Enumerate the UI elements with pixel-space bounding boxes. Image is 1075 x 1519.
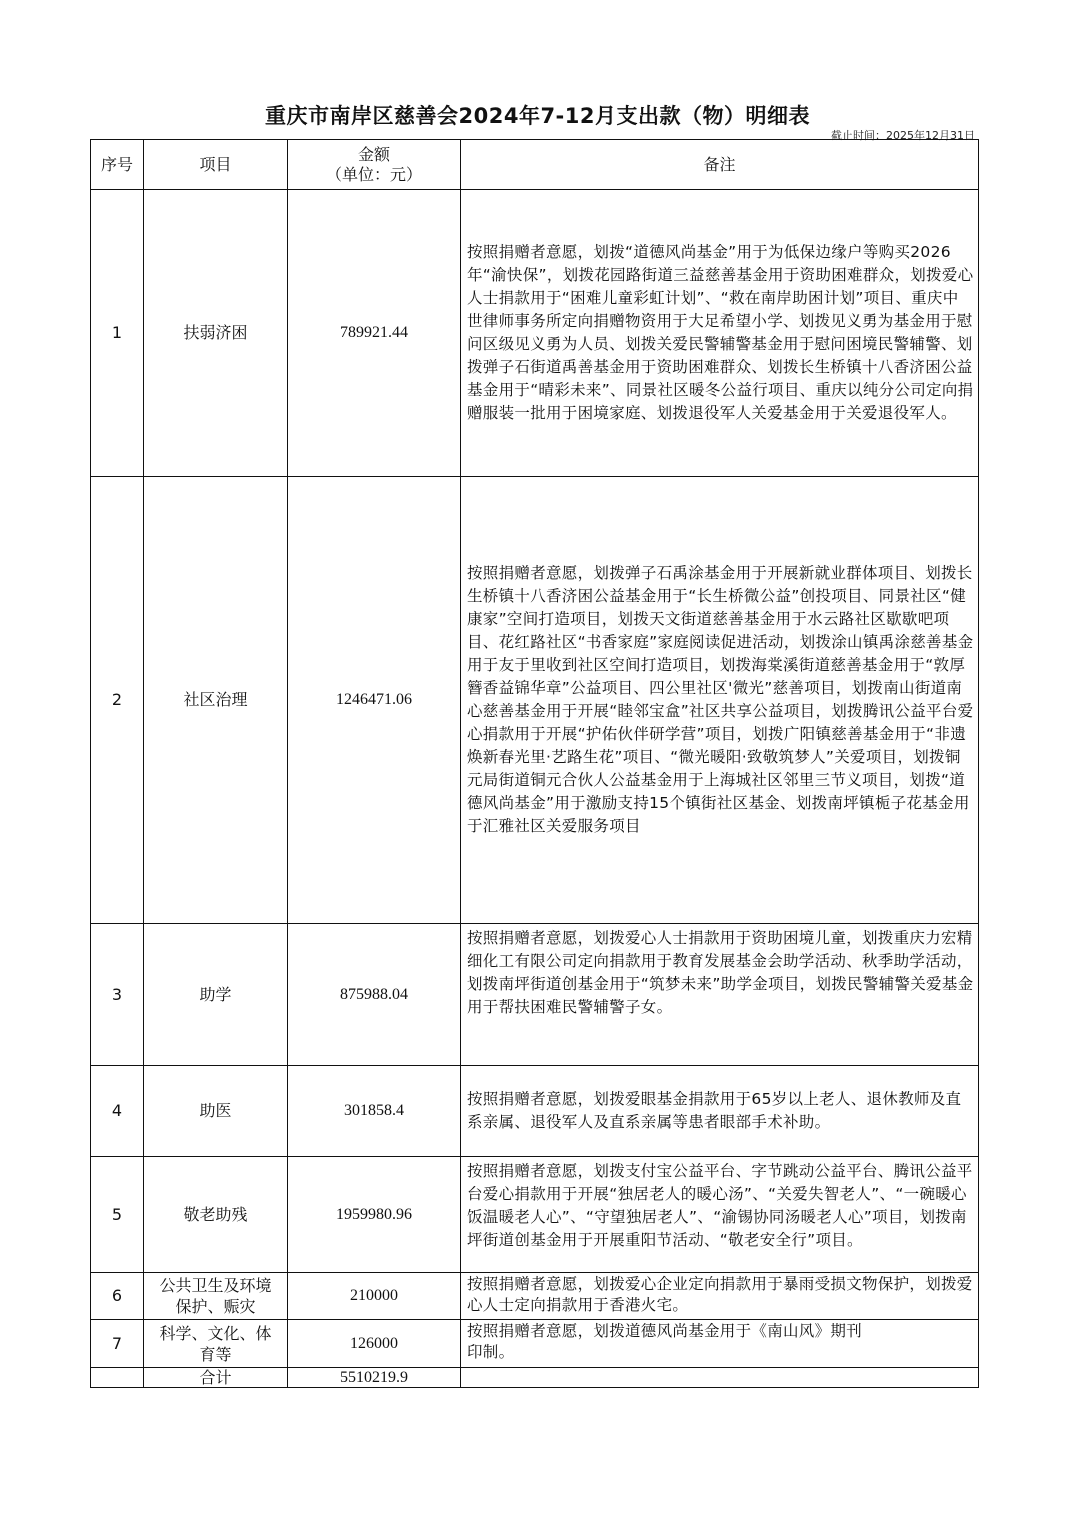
cell-amount: 210000: [288, 1273, 461, 1320]
table-header-row: [91, 140, 979, 190]
cell-item: 助学: [144, 924, 288, 1066]
cell-amount: 126000: [288, 1320, 461, 1368]
header-seq: 序号: [91, 140, 144, 190]
expenditure-table: [90, 139, 979, 1388]
cell-seq: 4: [91, 1066, 144, 1157]
table-row: [91, 477, 979, 924]
cell-note: 按照捐赠者意愿，划拨支付宝公益平台、字节跳动公益平台、腾讯公益平台爱心捐款用于开展“独居老人的暖心汤”、“关爱失智老人”、“一碗暖心饭温暖老人心”、“守望独居老人”、“渝锡协同汤暖老人心”项目，划拨南坪街道创基金用于开展重阳节活动、“敬老安全行”项目。: [461, 1157, 979, 1273]
cell-seq-empty: [91, 1368, 144, 1388]
cell-item: 科学、文化、体育等: [144, 1320, 288, 1368]
table-row: [91, 190, 979, 477]
cell-item: 社区治理: [144, 477, 288, 924]
header-amount: [288, 140, 461, 190]
cell-seq: 3: [91, 924, 144, 1066]
table-row: [91, 1273, 979, 1320]
cell-item: 公共卫生及环境保护、赈灾: [144, 1273, 288, 1320]
cell-item: 扶弱济困: [144, 190, 288, 477]
cell-note: 按照捐赠者意愿，划拨弹子石禹涂基金用于开展新就业群体项目、划拨长生桥镇十八香济困公益基金用于“长生桥微公益”创投项目、同景社区“健康家”空间打造项目，划拨天文街道慈善基金用于水云路社区歇歇吧项目、花红路社区“书香家庭”家庭阅读促进活动，划拨涂山镇禹涂慈善基金用于友于里收到社区空间打造项目，划拨海棠溪街道慈善基金用于“敦厚簪香益锦华章”公益项目、四公里社区'微光”慈善项目，划拨南山街道南心慈善基金用于开展“睦邻宝盒”社区共享公益项目，划拨腾讯公益平台爱心捐款用于开展“护佑伙伴研学营”项目，划拨广阳镇慈善基金用于“非遗焕新春光里·艺路生花”项目、“微光暖阳·致敬筑梦人”关爱项目，划拨铜元局街道铜元合伙人公益基金用于上海城社区邻里三节义项目，划拨“道德风尚基金”用于激励支持15个镇街社区基金、划拨南坪镇栀子花基金用于汇雅社区关爱服务项目: [461, 477, 979, 924]
table-row: [91, 1320, 979, 1368]
cell-note: 按照捐赠者意愿，划拨爱眼基金捐款用于65岁以上老人、退休教师及直系亲属、退役军人及直系亲属等患者眼部手术补助。: [461, 1066, 979, 1157]
total-label: 合计: [144, 1368, 288, 1388]
cell-note: 按照捐赠者意愿，划拨爱心企业定向捐款用于暴雨受损文物保护，划拨爱心人士定向捐款用于香港火宅。: [461, 1273, 979, 1320]
cell-seq: 6: [91, 1273, 144, 1320]
table-row: [91, 1157, 979, 1273]
cell-amount: 1246471.06: [288, 477, 461, 924]
cell-note: 按照捐赠者意愿，划拨道德风尚基金用于《南山风》期刊印制。: [461, 1320, 979, 1368]
cell-item: 敬老助残: [144, 1157, 288, 1273]
header-item: 项目: [144, 140, 288, 190]
total-row: [91, 1368, 979, 1388]
deadline-text: 截止时间：2025年12月31日: [831, 129, 975, 142]
cell-item: 助医: [144, 1066, 288, 1157]
cell-seq: 5: [91, 1157, 144, 1273]
table-row: [91, 924, 979, 1066]
table-row: [91, 1066, 979, 1157]
header-amount-line1: 金额: [357, 144, 390, 164]
header-amount-line2: （单位：元）: [325, 164, 422, 184]
total-amount: 5510219.9: [288, 1368, 461, 1388]
cell-amount: 875988.04: [288, 924, 461, 1066]
cell-amount: 789921.44: [288, 190, 461, 477]
cell-seq: 2: [91, 477, 144, 924]
cell-note: 按照捐赠者意愿，划拨“道德风尚基金”用于为低保边缘户等购买2026年“渝快保”，划拨花园路街道三益慈善基金用于资助困难群众，划拨爱心人士捐款用于“困难儿童彩虹计划”、“救在南岸助困计划”项目、重庆中世律师事务所定向捐赠物资用于大足希望小学、划拨见义勇为基金用于慰问区级见义勇为人员、划拨关爱民警辅警基金用于慰问困境民警辅警、划拨弹子石街道禹善基金用于资助困难群众、划拨长生桥镇十八香济困公益基金用于“晴彩未来”、同景社区暖冬公益行项目、重庆以纯分公司定向捐赠服装一批用于困境家庭、划拨退役军人关爱基金用于关爱退役军人。: [461, 190, 979, 477]
cell-amount: 301858.4: [288, 1066, 461, 1157]
cell-seq: 7: [91, 1320, 144, 1368]
cell-seq: 1: [91, 190, 144, 477]
cell-note-empty: [461, 1368, 979, 1388]
cell-amount: 1959980.96: [288, 1157, 461, 1273]
page-title: 重庆市南岸区慈善会2024年7-12月支出款（物）明细表: [265, 104, 810, 128]
cell-note: 按照捐赠者意愿，划拨爱心人士捐款用于资助困境儿童，划拨重庆力宏精细化工有限公司定向捐款用于教育发展基金会助学活动、秋季助学活动，划拨南坪街道创基金用于“筑梦未来”助学金项目，划拨民警辅警关爱基金用于帮扶困难民警辅警子女。: [461, 924, 979, 1066]
header-note: 备注: [461, 140, 979, 190]
